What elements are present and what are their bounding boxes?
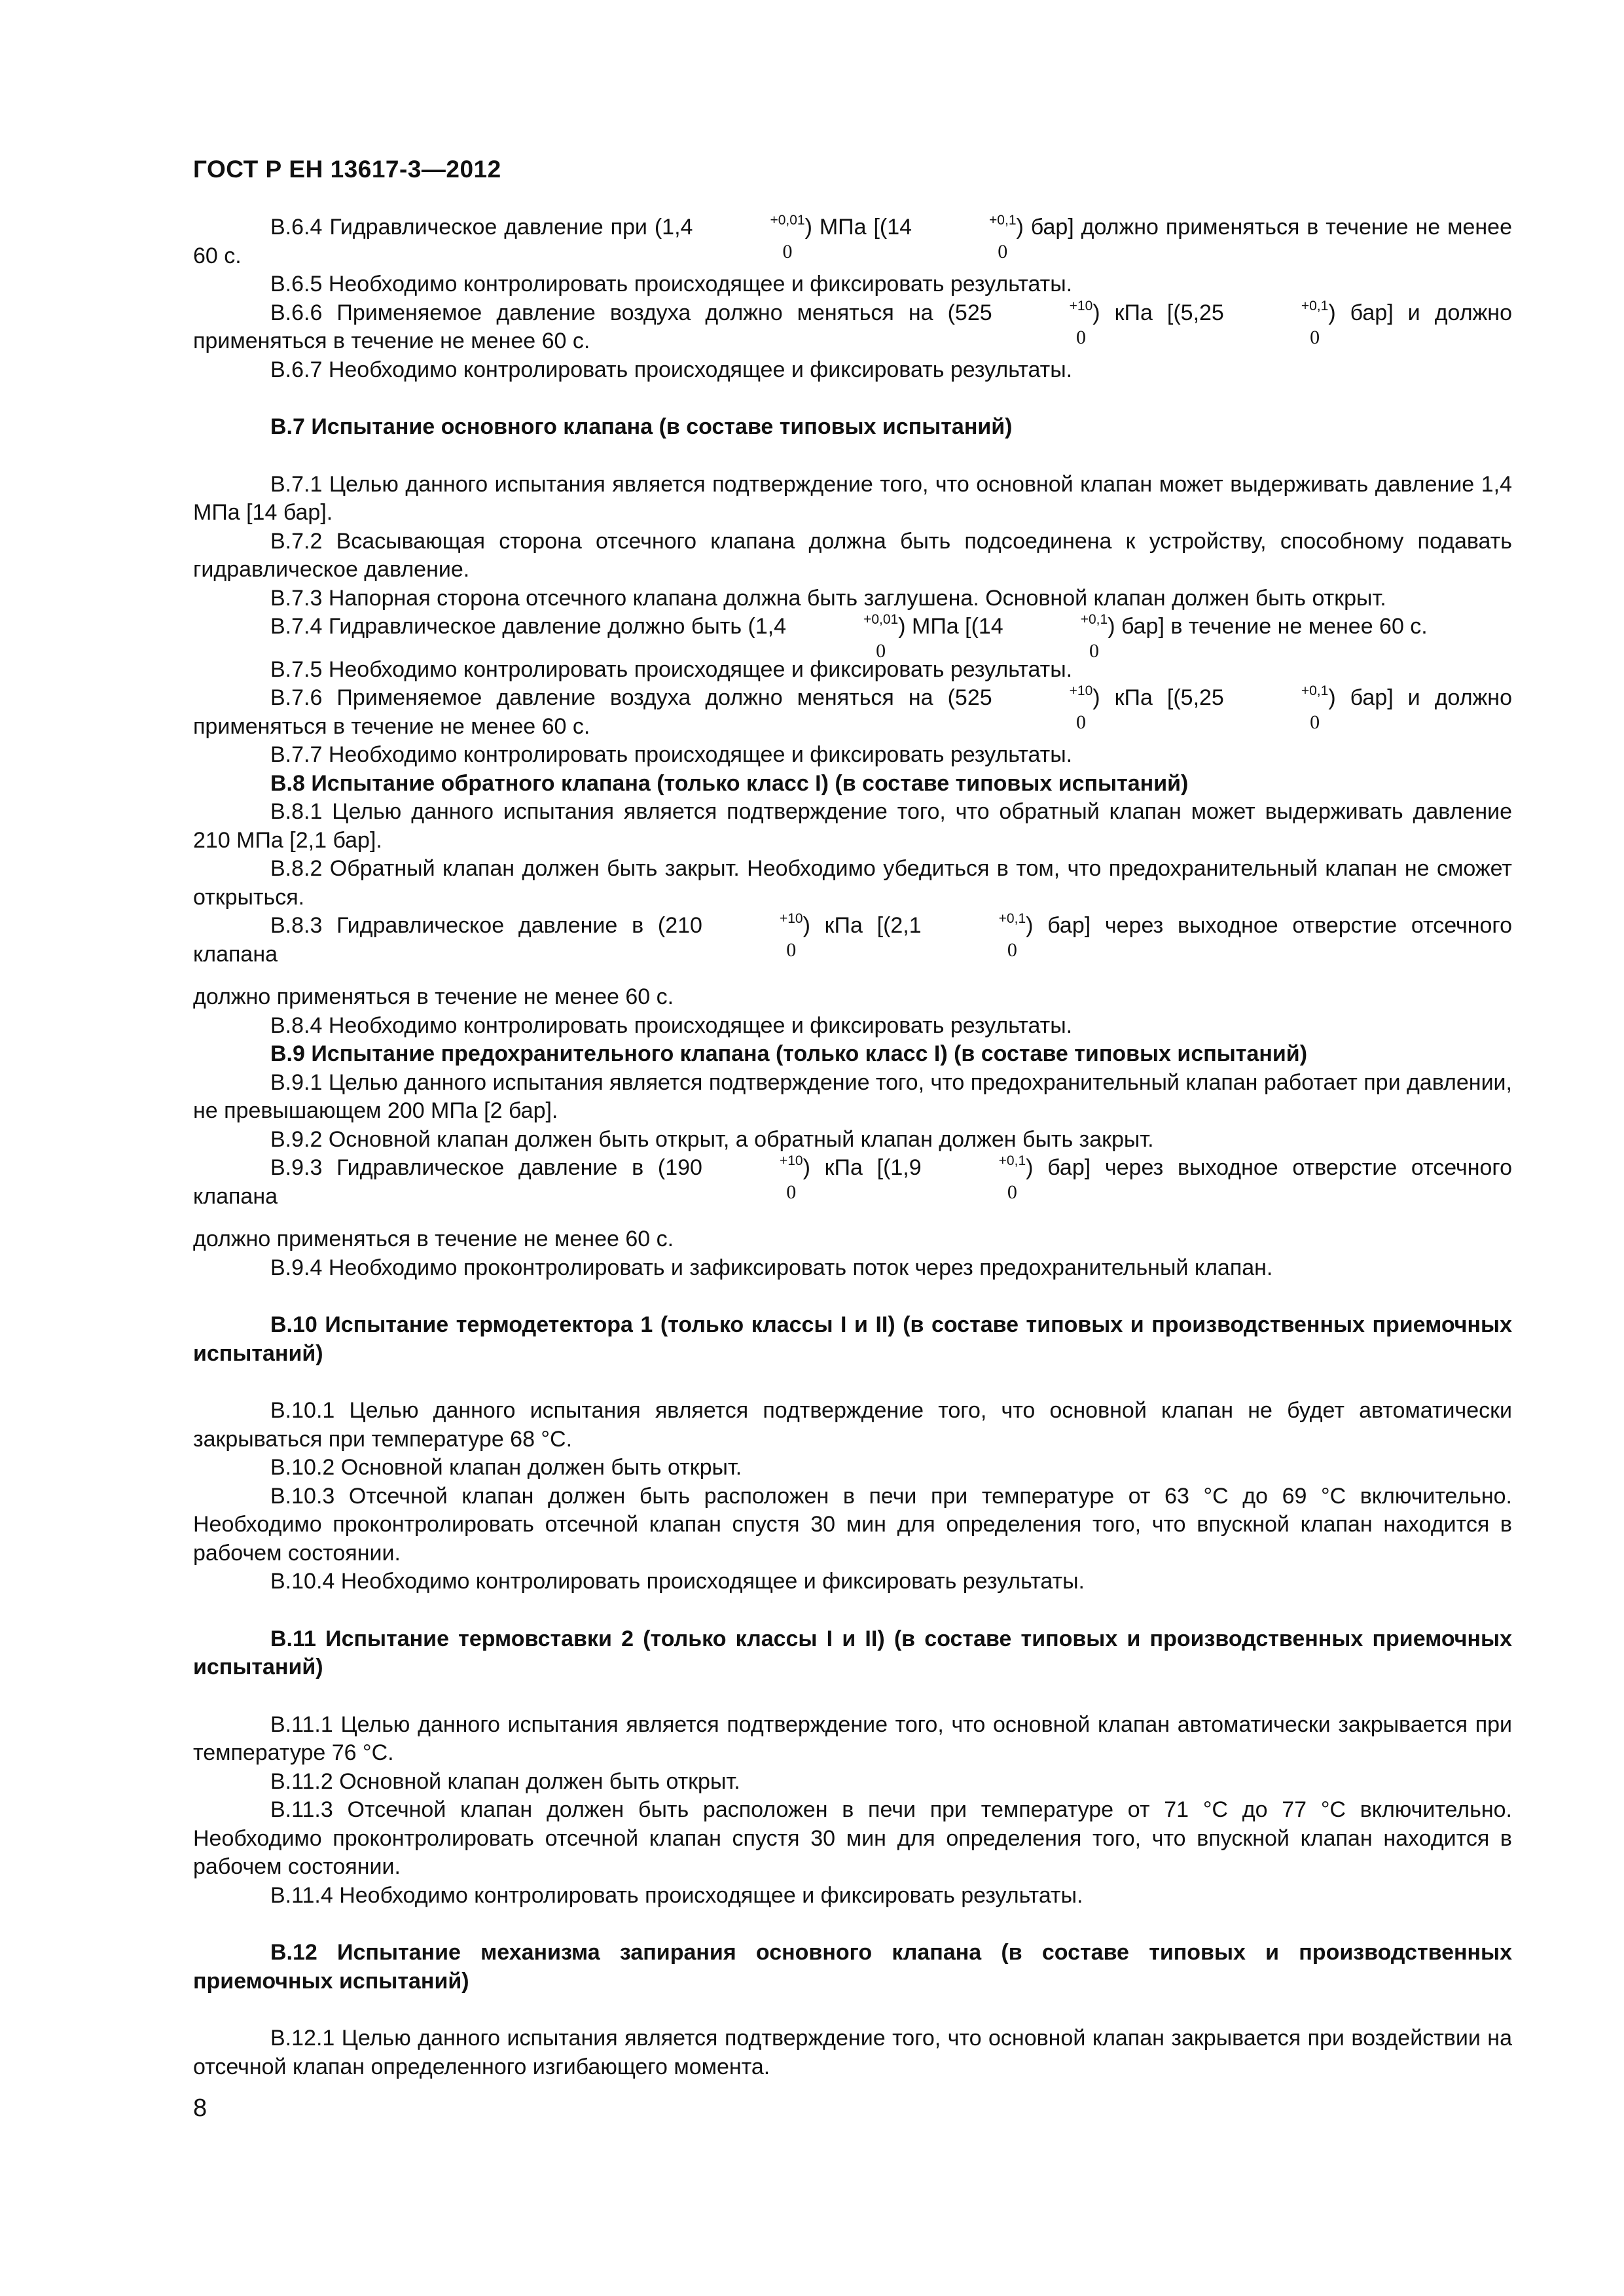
paragraph-b82: В.8.2 Обратный клапан должен быть закрыт. Необходимо убедиться в том, что предохранительный клапан не сможет открыться. <box>193 856 1512 910</box>
paragraph-b93-cont: должно применяться в течение не менее 60 с. <box>193 1227 674 1251</box>
document-page <box>193 0 1512 2296</box>
paragraph-b103: В.10.3 Отсечной клапан должен быть расположен в печи при температуре от 63 °С до 69 °С включительно. Необходимо проконтролировать отсечной клапан спустя 30 мин для определения того, что впускной клапан находится в рабочем состоянии. <box>193 1483 1512 1566</box>
paragraph-b92: В.9.2 Основной клапан должен быть открыт, а обратный клапан должен быть закрыт. <box>270 1126 1154 1152</box>
section-heading-b11: В.11 Испытание термовставки 2 (только классы I и II) (в составе типовых и производственных приемочных испытаний) <box>193 1626 1512 1679</box>
section-heading-b10: В.10 Испытание термодетектора 1 (только классы I и II) (в составе типовых и производственных приемочных испытаний) <box>193 1312 1512 1366</box>
section-heading-b12: В.12 Испытание механизма запирания основного клапана (в составе типовых и производственных приемочных испытаний) <box>193 1940 1512 1994</box>
paragraph-b104: В.10.4 Необходимо контролировать происходящее и фиксировать результаты. <box>270 1569 1085 1594</box>
paragraph-b83-cont: должно применяться в течение не менее 60 с. <box>193 984 674 1009</box>
paragraph-b65: В.6.5 Необходимо контролировать происходящее и фиксировать результаты. <box>270 272 1073 296</box>
paragraph-b101: В.10.1 Целью данного испытания является подтверждение того, что основной клапан не будет автоматически закрываться при температуре 68 °С. <box>193 1398 1512 1452</box>
section-heading-b9: В.9 Испытание предохранительного клапана (только класс I) (в составе типовых испытаний) <box>270 1041 1308 1066</box>
section-heading-b8: В.8 Испытание обратного клапана (только класс I) (в составе типовых испытаний) <box>270 770 1189 796</box>
paragraph-b83: В.8.3 Гидравлическое давление в (210 $^{+10}$ 0 ) кПа [(2,1 $^{+0,1}$ 0 ) бар] через выходное отверстие отсечного клапана <box>193 911 1512 967</box>
paragraph-b121: В.12.1 Целью данного испытания является подтверждение того, что основной клапан закрывается при воздействии на отсечной клапан определенного изгибающего момента. <box>193 2026 1512 2079</box>
paragraph-b64: В.6.4 Гидравлическое давление при (1,4 $^{+0,01}$ 0 ) МПа [(14 $^{+0,1}$ 0 ) бар] должно применяться в течение не менее 60 с. <box>193 213 1512 268</box>
paragraph-b71: В.7.1 Целью данного испытания является подтверждение того, что основной клапан может выдерживать давление 1,4 МПа [14 бар]. <box>193 471 1512 525</box>
document-header: ГОСТ Р ЕН 13617-3—2012 <box>193 156 501 183</box>
paragraph-b91: В.9.1 Целью данного испытания является подтверждение того, что предохранительный клапан работает при давлении, не превышающем 200 МПа [2 бар]. <box>193 1069 1512 1123</box>
paragraph-b77: В.7.7 Необходимо контролировать происходящее и фиксировать результаты. <box>270 742 1073 767</box>
paragraph-b75: В.7.5 Необходимо контролировать происходящее и фиксировать результаты. <box>270 656 1073 682</box>
paragraph-b113: В.11.3 Отсечной клапан должен быть расположен в печи при температуре от 71 °С до 77 °С включительно. Необходимо проконтролировать отсечной клапан спустя 30 мин для определения того, что впускной клапан находится в рабочем состоянии. <box>193 1797 1512 1879</box>
paragraph-b94: В.9.4 Необходимо проконтролировать и зафиксировать поток через предохранительный клапан. <box>270 1255 1273 1280</box>
paragraph-b74: В.7.4 Гидравлическое давление должно быть (1,4 $^{+0,01}$ 0 ) МПа [(14 $^{+0,1}$ 0 ) бар] в течение не менее 60 с. <box>270 612 1428 662</box>
page-number: 8 <box>193 2094 208 2122</box>
paragraph-b76: В.7.6 Применяемое давление воздуха должно меняться на (525 $^{+10}$ 0 ) кПа [(5,25 $^{+0,1}$ 0 ) бар] и должно применяться в течение не менее 60 с. <box>193 683 1512 739</box>
paragraph-b72: В.7.2 Всасывающая сторона отсечного клапана должна быть подсоединена к устройству, способному подавать гидравлическое давление. <box>193 528 1512 582</box>
paragraph-b112: В.11.2 Основной клапан должен быть открыт. <box>270 1768 740 1794</box>
paragraph-b84: В.8.4 Необходимо контролировать происходящее и фиксировать результаты. <box>270 1013 1073 1038</box>
section-heading-b7: В.7 Испытание основного клапана (в составе типовых испытаний) <box>270 414 1013 439</box>
paragraph-b81: В.8.1 Целью данного испытания является подтверждение того, что обратный клапан может выдерживать давление 210 МПа [2,1 бар]. <box>193 799 1512 853</box>
paragraph-b114: В.11.4 Необходимо контролировать происходящее и фиксировать результаты. <box>270 1882 1083 1908</box>
paragraph-b102: В.10.2 Основной клапан должен быть открыт. <box>270 1455 742 1480</box>
document-body <box>193 213 1512 2081</box>
paragraph-b67: В.6.7 Необходимо контролировать происходящее и фиксировать результаты. <box>270 357 1073 382</box>
paragraph-b93: В.9.3 Гидравлическое давление в (190 $^{+10}$ 0 ) кПа [(1,9 $^{+0,1}$ 0 ) бар] через выходное отверстие отсечного клапана <box>193 1153 1512 1209</box>
paragraph-b73: В.7.3 Напорная сторона отсечного клапана должна быть заглушена. Основной клапан должен быть открыт. <box>270 585 1386 611</box>
paragraph-b111: В.11.1 Целью данного испытания является подтверждение того, что основной клапан автоматически закрывается при температуре 76 °С. <box>193 1712 1512 1765</box>
paragraph-b66: В.6.6 Применяемое давление воздуха должно меняться на (525 $^{+10}$ 0 ) кПа [(5,25 $^{+0,1}$ 0 ) бар] и должно применяться в течение не менее 60 с. <box>193 298 1512 353</box>
